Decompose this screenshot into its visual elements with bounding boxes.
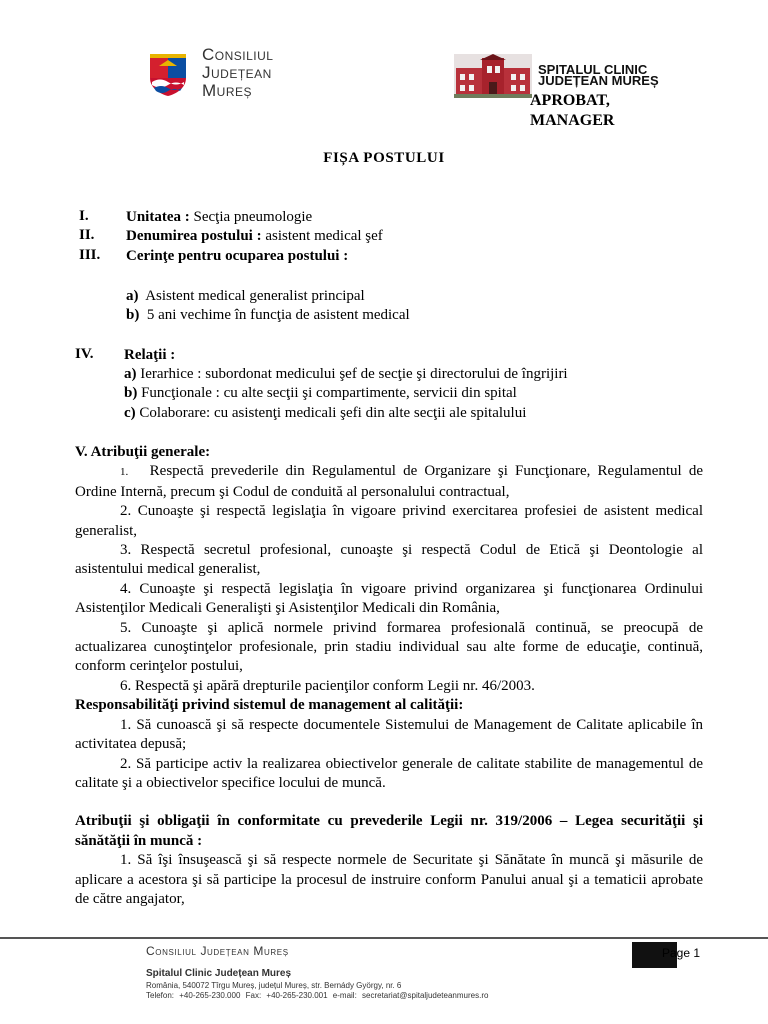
requirement-b-letter: b) — [126, 307, 140, 323]
general-duty-1-text: Respectă prevederile din Regulamentul de Organizare şi Funcţionare, Regulamentul de Ordine Internă, precum şi Codul de conduită al personalului contractual, — [75, 463, 703, 500]
requirement-b-text: 5 ani vechime în funcţia de asistent medical — [146, 307, 410, 323]
general-duty-6: 6. Respectă şi apără drepturile pacienţilor conform Legii nr. 46/2003. — [120, 677, 535, 694]
section-unit-value: Secţia pneumologie — [193, 209, 313, 225]
footer-hospital-name: Spitalul Clinic Județean Mureș — [146, 968, 292, 979]
footer-address: România, 540072 Tîrgu Mureș, județul Mureș, str. Bernády György, nr. 6 — [146, 981, 402, 990]
section-unit — [126, 208, 312, 227]
general-duty-3: 3. Respectă secretul profesional, cunoaşte şi respectă Codul de Etică şi Deontologie al asistentului medical generalist, — [75, 542, 703, 578]
requirement-b — [126, 306, 410, 325]
page-number: Page 1 — [662, 946, 701, 960]
hospital-building-image — [454, 54, 532, 98]
section-post — [126, 227, 383, 246]
requirement-a-letter: a) — [126, 288, 139, 304]
relation-a-letter: a) — [124, 366, 137, 382]
hospital-name: SPITALUL CLINIC JUDEȚEAN MUREȘ — [538, 62, 659, 88]
relation-c — [124, 404, 526, 423]
footer-council-name: Consiliul Județean Mureș — [146, 944, 289, 958]
section-iii-numeral: III. — [79, 247, 101, 263]
section-i-numeral: I. — [79, 208, 89, 224]
section-post-label: Denumirea postului : — [126, 228, 262, 244]
footer-contact: Telefon: +40-265-230.000 Fax: +40-265-230.001 e-mail: secretariat@spitaljudeteanmures.ro — [146, 991, 489, 1000]
council-crest-logo — [146, 52, 190, 96]
approval-block: APROBAT, MANAGER — [530, 92, 615, 129]
relation-c-letter: c) — [124, 405, 136, 421]
relation-a — [124, 365, 568, 384]
general-duty-2: 2. Cunoaşte şi respectă legislaţia în vigoare privind exercitarea profesiei de asistent medical generalist, — [75, 503, 703, 539]
spacer — [75, 793, 703, 812]
safety-heading: Atribuţii şi obligaţii în conformitate cu prevederile Legii nr. 319/2006 – Legea securităţii şi sănătăţii în muncă : — [75, 813, 703, 849]
section-unit-label: Unitatea : — [126, 209, 190, 225]
general-duty-1 — [75, 462, 703, 502]
quality-item-2: 2. Să participe activ la realizarea obiectivelor generale de calitate stabilite de managementul de calitate şi a obiectivelor specifice locului de muncă. — [75, 755, 703, 791]
section-relations-label: Relaţii : — [124, 347, 176, 363]
section-requirements-label: Cerinţe pentru ocuparea postului : — [126, 248, 349, 264]
general-duty-5: 5. Cunoaşte şi aplică normele privind formarea profesională continuă, se preocupă de actualizarea cunoştinţelor profesionale, prin stadiu individual sau alte forme de educaţie, continuă, conform cerinţelor postului, — [75, 619, 703, 675]
requirement-a-text: Asistent medical generalist principal — [145, 288, 365, 304]
requirement-a — [126, 287, 365, 306]
relation-b — [124, 384, 517, 403]
footer-divider — [0, 937, 768, 939]
quality-heading: Responsabilităţi privind sistemul de management al calităţii: — [75, 697, 464, 714]
document-title: FIȘA POSTULUI — [323, 150, 445, 166]
relation-b-text: Funcţionale : cu alte secţii şi compartimente, servicii din spital — [141, 385, 517, 401]
general-duties-heading: V. Atribuţii generale: — [75, 444, 211, 460]
relation-b-letter: b) — [124, 385, 138, 401]
council-name: Consiliul Județean Mureș — [202, 45, 274, 100]
relation-a-text: Ierarhice : subordonat medicului şef de secţie şi directorului de îngrijiri — [140, 366, 568, 382]
section-ii-numeral: II. — [79, 227, 95, 243]
safety-item-1: 1. Să îşi însuşească şi să respecte normele de Securitate şi Sănătate în muncă şi măsurile de aplicare a acestora şi să participe la procesul de instruire conform Panului anual şi a tematicii aprobate de către angajator, — [75, 852, 703, 907]
general-duties-block — [75, 443, 703, 909]
section-iv-numeral: IV. — [75, 346, 94, 362]
section-post-value: asistent medical şef — [265, 228, 383, 244]
general-duty-1-number: 1. — [120, 466, 129, 479]
relation-c-text: Colaborare: cu asistenţi medicali şefi din alte secţii ale spitalului — [139, 405, 527, 421]
quality-item-1: 1. Să cunoască şi să respecte documentele Sistemului de Management de Calitate aplicabile în activitatea depusă; — [75, 716, 703, 753]
general-duty-4: 4. Cunoaşte şi respectă legislaţia în vigoare privind organizarea şi funcţionarea Ordinului Asistenţilor Medicali Generalişti şi Asistenţilor Medicali din România, — [75, 580, 703, 617]
